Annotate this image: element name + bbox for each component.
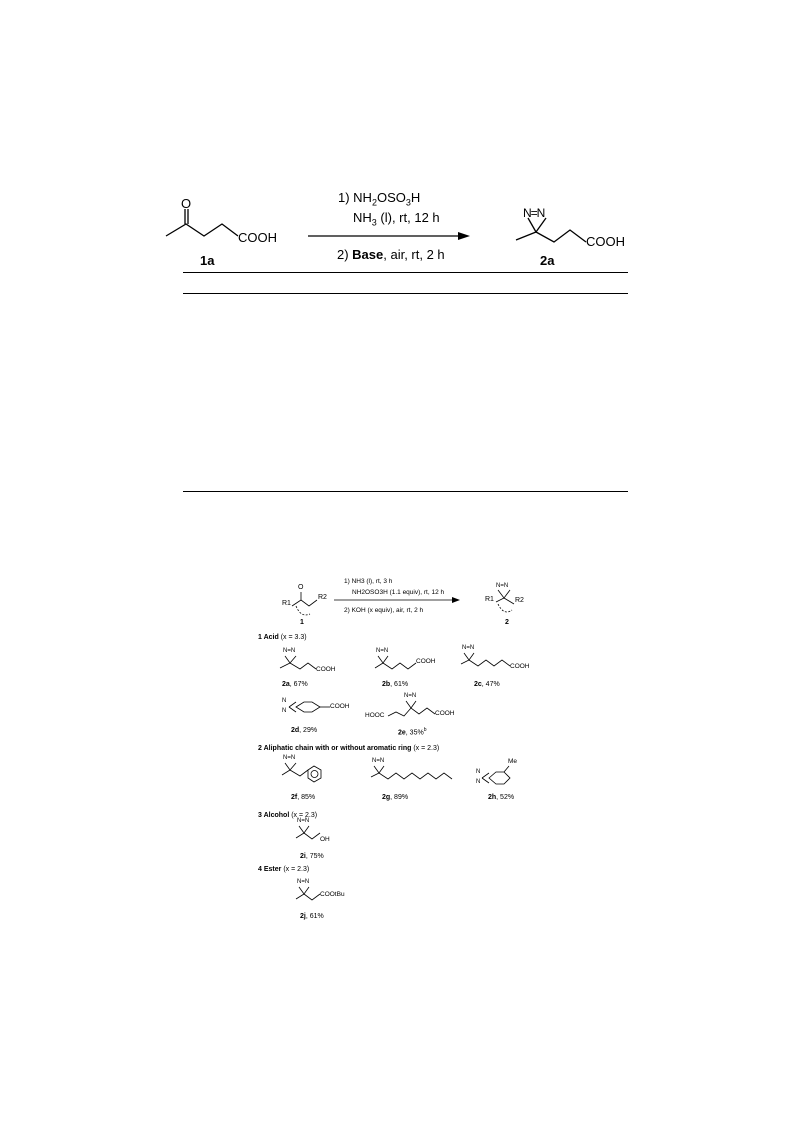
section-1-heading: 1 Acid (x = 3.3): [258, 634, 307, 641]
section-4-heading: 4 Ester (x = 2.3): [258, 866, 310, 873]
nn-label-2h-bottom: N: [476, 779, 481, 785]
product-cooh-label: COOH: [586, 234, 625, 249]
group-2a: COOH: [316, 666, 336, 673]
nn-label-2f: N=N: [283, 755, 296, 761]
group-2e-right: COOH: [435, 710, 455, 717]
section-2-heading: 2 Aliphatic chain with or without aromatic ring (x = 2.3): [258, 745, 440, 752]
caption-2g: 2g, 89%: [382, 794, 409, 801]
nn-label-2a: N=N: [283, 648, 296, 654]
general-product-nn: N=N: [496, 583, 509, 589]
product-compound-label: 2a: [540, 253, 555, 268]
condition-line-2: $NH_3$ (l), rt, 12 h: [353, 210, 440, 228]
caption-2d: 2d, 29%: [291, 727, 318, 734]
caption-2i: 2i, 75%: [300, 853, 324, 860]
scheme2-condition-3: 2) KOH (x equiv), air, rt, 2 h: [344, 607, 424, 614]
caption-2b: 2b, 61%: [382, 681, 409, 688]
group-2e-left: HOOC: [365, 712, 385, 719]
general-product-r1: R1: [485, 596, 494, 603]
general-product-r2: R2: [515, 597, 524, 604]
caption-2f: 2f, 85%: [291, 794, 316, 801]
caption-2e: 2e, 35%$^b$: [398, 727, 427, 737]
condition-line-3: 2) Base, air, rt, 2 h: [337, 247, 445, 262]
reactant-compound-label: 1a: [200, 253, 215, 268]
nn-label-2j: N=N: [297, 879, 310, 885]
caption-2c: 2c, 47%: [474, 681, 500, 688]
scheme2-condition-2: NH2OSO3H (1.1 equiv), rt, 12 h: [352, 589, 445, 596]
general-reactant-oxygen: O: [298, 584, 304, 591]
general-reactant-r1: R1: [282, 600, 291, 607]
nn-label-2h-top: N: [476, 769, 481, 775]
product-diazirine-label: N=N: [523, 206, 545, 220]
general-reactant-label: 1: [300, 619, 304, 626]
nn-label-2d-bottom: N: [282, 708, 287, 714]
group-2d: COOH: [330, 703, 350, 710]
nn-label-2d-top: N: [282, 698, 287, 704]
group-2c: COOH: [510, 663, 530, 670]
scheme2-condition-1: 1) NH3 (l), rt, 3 h: [344, 578, 393, 585]
nn-label-2b: N=N: [376, 648, 389, 654]
reactant-cooh-label: COOH: [238, 230, 277, 245]
nn-label-2g: N=N: [372, 758, 385, 764]
caption-2h: 2h, 52%: [488, 794, 515, 801]
nn-label-2c: N=N: [462, 645, 475, 651]
section-3-heading: 3 Alcohol (x = 2.3): [258, 812, 318, 819]
group-2h: Me: [508, 758, 518, 765]
general-product-label: 2: [505, 619, 509, 626]
caption-2j: 2j, 61%: [300, 913, 324, 920]
group-2i: OH: [320, 836, 330, 843]
reactant-oxygen-label: O: [181, 196, 192, 211]
nn-label-2e: N=N: [404, 693, 417, 699]
condition-line-1: 1) $NH_2OSO_3H$: [338, 190, 421, 208]
nn-label-2i: N=N: [297, 818, 310, 824]
caption-2a: 2a, 67%: [282, 681, 308, 688]
group-2b: COOH: [416, 658, 436, 665]
group-2j: COOtBu: [320, 891, 345, 898]
general-reactant-r2: R2: [318, 594, 327, 601]
